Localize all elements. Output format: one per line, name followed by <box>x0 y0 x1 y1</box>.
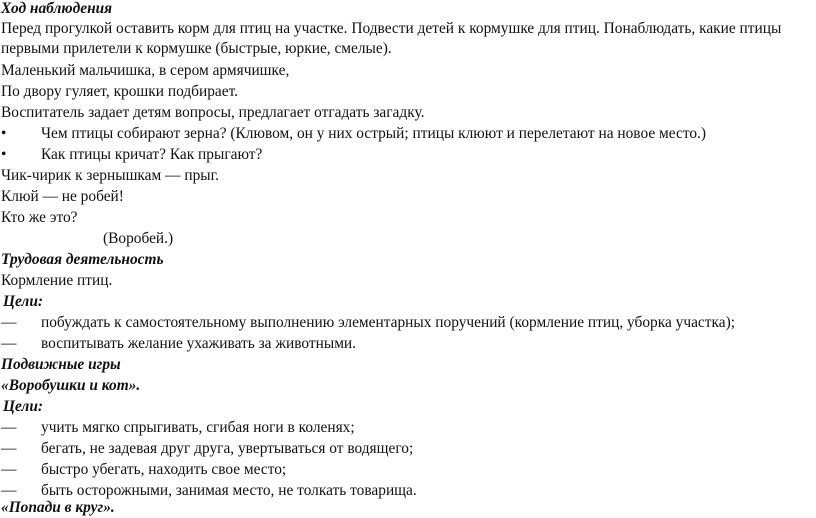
goal-item <box>1 418 813 438</box>
labor-task: Кормление птиц. <box>1 272 113 289</box>
goal-text: бегать, не задевая друг друга, увертываться от водящего; <box>41 440 414 457</box>
teacher-instruction: Воспитатель задает детям вопросы, предлагает отгадать загадку. <box>1 104 425 121</box>
heading-games: Подвижные игры <box>1 356 121 373</box>
goal-text: быть осторожными, занимая место, не толкать товарища. <box>41 482 417 499</box>
dash-marker: — <box>1 335 17 352</box>
poem-line-2: По двору гуляет, крошки подбирает. <box>1 83 239 100</box>
riddle-answer: (Воробей.) <box>103 230 174 247</box>
goal-item <box>1 460 813 480</box>
goal-item <box>1 439 813 459</box>
heading-observation: Ход наблюдения <box>1 0 113 17</box>
dash-marker: — <box>1 482 17 499</box>
goal-item <box>1 481 813 501</box>
goal-item <box>1 334 813 354</box>
goal-text: побуждать к самостоятельному выполнению элементарных поручений (кормление птиц, уборка участка); <box>41 314 735 331</box>
dash-marker: — <box>1 419 17 436</box>
game-goals-label: Цели: <box>3 398 44 415</box>
question-text: Как птицы кричат? Как прыгают? <box>41 146 263 163</box>
riddle-line-2: Клюй — не робей! <box>1 188 124 205</box>
goal-text: учить мягко спрыгивать, сгибая ноги в коленях; <box>41 419 355 436</box>
bullet-marker: • <box>1 125 7 142</box>
intro-paragraph: Перед прогулкой оставить корм для птиц на участке. Подвести детей к кормушке для птиц. Понаблюдать, какие птицы первыми прилетели к кормушке (быстрые, юркие, смелые). <box>1 20 782 57</box>
riddle-line-3: Кто же это? <box>1 209 78 226</box>
question-text: Чем птицы собирают зерна? (Клювом, он у них острый; птицы клюют и перелетают на новое место.) <box>41 125 707 142</box>
bullet-marker: • <box>1 146 7 163</box>
game-title-1: «Воробушки и кот». <box>1 377 141 394</box>
riddle-line-1: Чик-чирик к зернышкам — прыг. <box>1 167 220 184</box>
game-title-2: «Попади в круг». <box>1 499 115 516</box>
dash-marker: — <box>1 314 17 331</box>
dash-marker: — <box>1 440 17 457</box>
dash-marker: — <box>1 461 17 478</box>
question-item <box>1 124 813 144</box>
heading-labor: Трудовая деятельность <box>1 251 164 268</box>
goal-item <box>1 313 813 333</box>
question-item <box>1 145 813 165</box>
goal-text: воспитывать желание ухаживать за животными. <box>41 335 357 352</box>
goal-text: быстро убегать, находить свое место; <box>41 461 287 478</box>
poem-line-1: Маленький мальчишка, в сером армячишке, <box>1 62 290 79</box>
labor-goals-label: Цели: <box>3 293 44 310</box>
